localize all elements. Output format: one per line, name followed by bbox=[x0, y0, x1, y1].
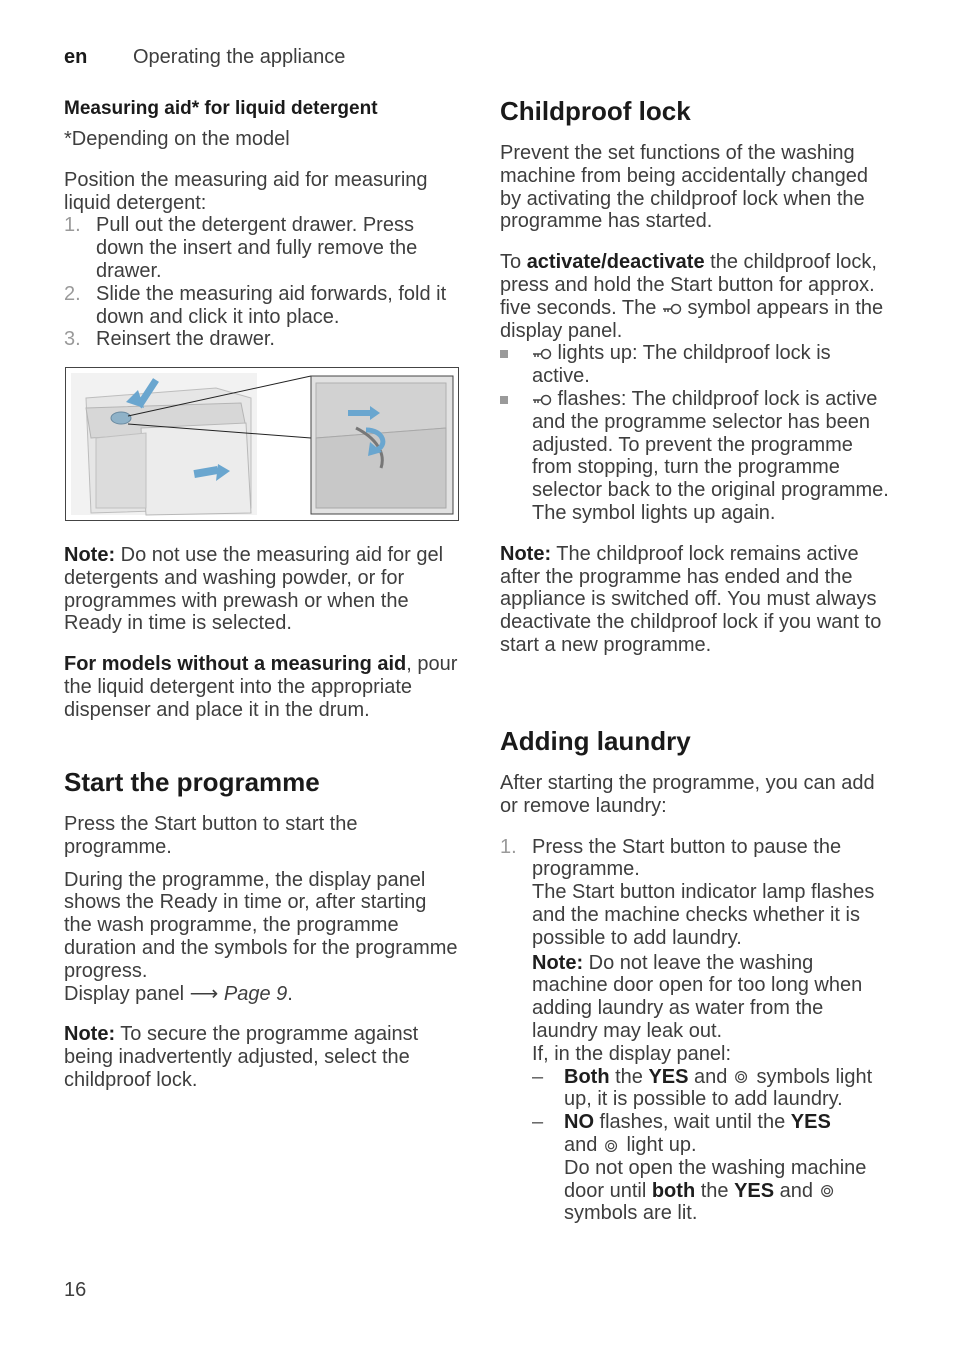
childproof-paragraph-2 bbox=[500, 251, 892, 342]
add-laundry-icon bbox=[733, 1069, 751, 1085]
measuring-aid-illustration bbox=[65, 367, 459, 521]
bullet-text: flashes: The childproof lock is active and the programme selector has been adjusted. To prevent the programme from stopping, turn the programme selector back to the original programme. The symbol lights up again. bbox=[532, 387, 889, 524]
start-programme-heading: Start the programme bbox=[64, 767, 320, 797]
note-text: To secure the programme against being inadvertently adjusted, select the childproof lock. bbox=[64, 1023, 419, 1091]
bold-text: Both bbox=[564, 1065, 610, 1088]
list-item bbox=[64, 283, 458, 329]
start-note bbox=[64, 1023, 458, 1091]
text: and bbox=[564, 1133, 603, 1156]
reference-text: Display panel bbox=[64, 982, 190, 1005]
text: the bbox=[609, 1065, 649, 1088]
note-label: Note: bbox=[500, 542, 552, 565]
list-item bbox=[532, 1111, 892, 1225]
measuring-aid-section bbox=[64, 98, 458, 351]
childproof-lock-section bbox=[500, 96, 892, 657]
step-number: 1. bbox=[500, 835, 517, 858]
measuring-note bbox=[64, 544, 458, 635]
key-lock-icon bbox=[532, 394, 552, 406]
bold-text: NO bbox=[564, 1111, 594, 1134]
key-lock-icon bbox=[662, 303, 682, 315]
step-text: Slide the measuring aid forwards, fold it down and click it into place. bbox=[96, 282, 447, 328]
text: and bbox=[688, 1065, 733, 1088]
bullet-square-icon bbox=[500, 350, 508, 358]
adding-laundry-section bbox=[500, 726, 892, 1225]
note-label: Note: bbox=[64, 544, 116, 566]
door-warning bbox=[564, 1157, 892, 1225]
step-detail: The Start button indicator lamp flashes and the machine checks whether it is possible to add laundry. bbox=[532, 881, 875, 949]
text: light up. bbox=[620, 1133, 697, 1156]
list-item bbox=[64, 328, 458, 351]
start-programme-section bbox=[64, 767, 458, 1092]
dash-bullet: – bbox=[532, 1065, 544, 1088]
bullet-square-icon bbox=[500, 396, 508, 404]
models-text: , pour the liquid detergent into the appropriate dispenser and place it in the drum. bbox=[64, 653, 458, 721]
measuring-intro: Position the measuring aid for measuring liquid detergent: bbox=[64, 168, 428, 214]
reference-end: . bbox=[287, 982, 293, 1005]
footnote: *Depending on the model bbox=[64, 128, 290, 150]
step-number: 3. bbox=[64, 328, 81, 351]
models-bold: For models without a measuring aid bbox=[64, 653, 407, 676]
note-label: Note: bbox=[64, 1023, 116, 1046]
adding-note bbox=[532, 952, 892, 1043]
bold-text: both bbox=[651, 1179, 696, 1202]
text: Do not open the washing machine door until bbox=[564, 1156, 867, 1202]
step-text: Pull out the detergent drawer. Press down the insert and fully remove the drawer. bbox=[96, 214, 418, 282]
childproof-paragraph-1: Prevent the set functions of the washing machine from being accidentally changed by activating the childproof lock when the programme has started. bbox=[500, 142, 868, 233]
text: and bbox=[774, 1179, 819, 1202]
arrow-icon: ⟶ bbox=[189, 982, 219, 1005]
page-reference-link[interactable]: Page 9 bbox=[223, 982, 288, 1005]
note-text: Do not leave the washing machine door open for too long when adding laundry as water from the laundry may leak out. bbox=[532, 951, 863, 1042]
step-text: Reinsert the drawer. bbox=[96, 328, 275, 351]
start-paragraph-1: Press the Start button to start the programme. bbox=[64, 813, 358, 858]
list-item bbox=[500, 836, 892, 1226]
list-item bbox=[64, 214, 458, 282]
start-paragraph-2: During the programme, the display panel shows the Ready in time or, after starting the wash programme, the programme duration and the symbols for the programme progress. bbox=[64, 868, 458, 982]
section-title: Operating the appliance bbox=[133, 46, 346, 68]
adding-intro: After starting the programme, you can add or remove laundry: bbox=[500, 772, 875, 817]
bold-text: YES bbox=[648, 1065, 689, 1088]
key-lock-icon bbox=[532, 348, 552, 360]
measuring-notes bbox=[64, 544, 458, 722]
note-text: Do not use the measuring aid for gel detergents and washing powder, or for programmes with prewash or when the Ready in time is selected. bbox=[64, 544, 444, 635]
bold-text: YES bbox=[734, 1179, 775, 1202]
measuring-aid-heading: Measuring aid* for liquid detergent bbox=[64, 98, 378, 119]
step-number: 2. bbox=[64, 282, 81, 305]
text: symbols are lit. bbox=[564, 1202, 698, 1225]
p2-bold: activate/deactivate bbox=[526, 251, 705, 274]
models-paragraph bbox=[64, 653, 458, 721]
add-laundry-icon bbox=[603, 1138, 621, 1154]
text: flashes, wait until the bbox=[594, 1111, 791, 1134]
dash-bullet: – bbox=[532, 1111, 544, 1134]
step-text: Press the Start button to pause the programme. bbox=[532, 835, 842, 881]
bullet-text: lights up: The childproof lock is active. bbox=[532, 342, 831, 388]
p2-pre: To bbox=[500, 251, 527, 274]
list-item bbox=[500, 388, 892, 525]
childproof-heading: Childproof lock bbox=[500, 96, 691, 126]
language-code: en bbox=[64, 46, 88, 68]
if-display-text: If, in the display panel: bbox=[532, 1042, 732, 1065]
adding-laundry-heading: Adding laundry bbox=[500, 726, 691, 756]
bold-text: YES bbox=[790, 1111, 831, 1134]
p2-post: symbol appears in the display panel. bbox=[500, 296, 884, 342]
page-number: 16 bbox=[64, 1279, 87, 1301]
text: symbols light up, it is possible to add laundry. bbox=[564, 1065, 873, 1111]
note-text: The childproof lock remains active after the programme has ended and the appliance is switched off. You must always deactivate the childproof lock if you want to start a new programme. bbox=[500, 542, 882, 656]
display-panel-reference bbox=[64, 983, 458, 1006]
p2-mid: the childproof lock, press and hold the Start button for approx. five seconds. The bbox=[500, 251, 877, 319]
step-number: 1. bbox=[64, 214, 81, 237]
childproof-note bbox=[500, 543, 892, 657]
text: the bbox=[695, 1179, 735, 1202]
list-item bbox=[500, 342, 892, 388]
add-laundry-icon bbox=[819, 1183, 837, 1199]
detergent-drawer-illustration bbox=[66, 368, 458, 520]
list-item bbox=[532, 1066, 892, 1112]
note-label: Note: bbox=[532, 951, 584, 974]
